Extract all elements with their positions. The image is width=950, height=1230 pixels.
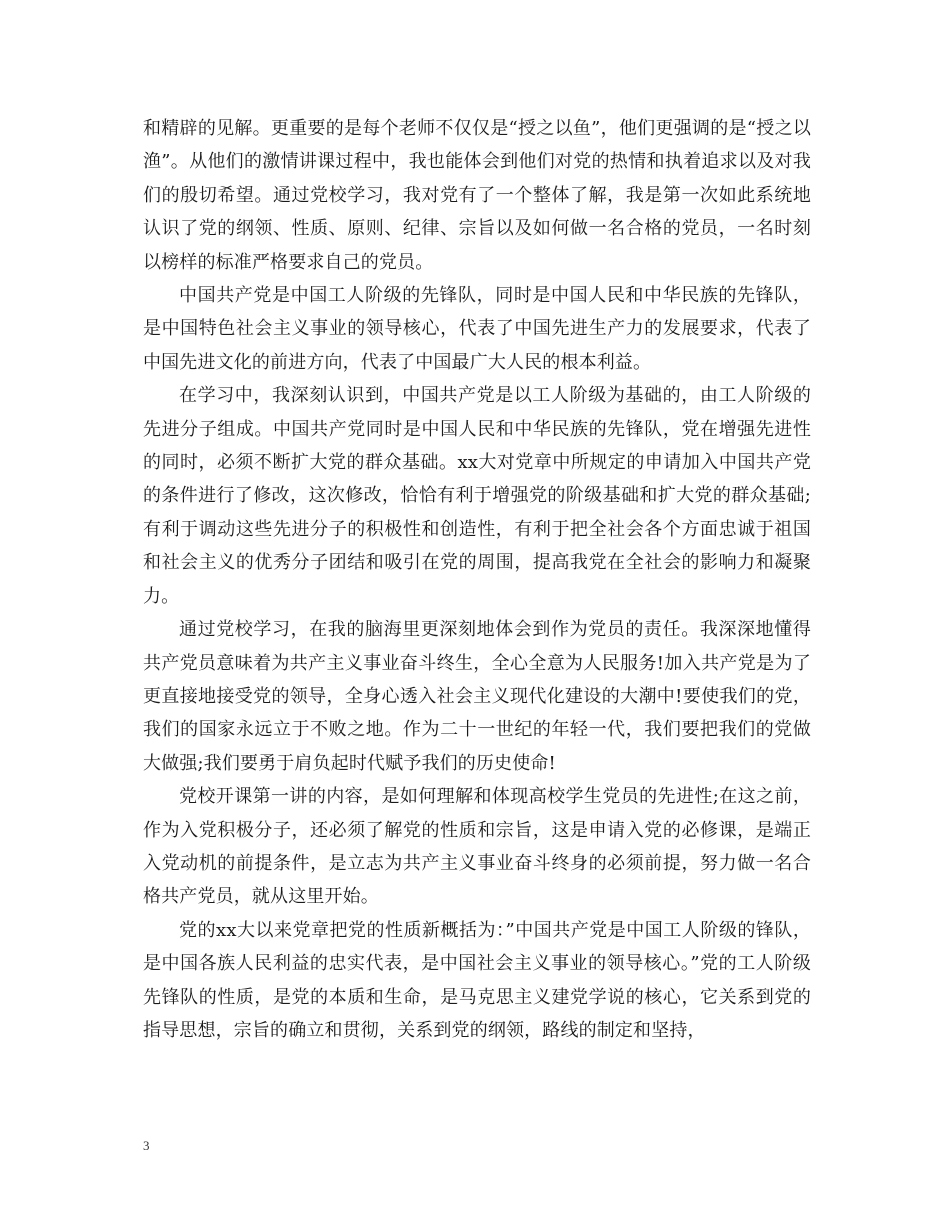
paragraph-continued: 和精辟的见解。更重要的是每个老师不仅仅是“授之以鱼”，他们更强调的是“授之以渔”。从他们的激情讲课过程中，我也能体会到他们对党的热情和执着追求以及对我们的殷切希望。通过党校学习，我对党有了一个整体了解，我是第一次如此系统地认识了党的纲领、性质、原则、纪律、宗旨以及如何做一名合格的党员，一名时刻以榜样的标准严格要求自己的党员。 (143, 118, 811, 273)
document-body (143, 112, 811, 1047)
paragraph: 中国共产党是中国工人阶级的先锋队，同时是中国人民和中华民族的先锋队，是中国特色社会主义事业的领导核心，代表了中国先进生产力的发展要求，代表了中国先进文化的前进方向，代表了中国最广大人民的根本利益。 (143, 285, 811, 373)
paragraph: 在学习中，我深刻认识到，中国共产党是以工人阶级为基础的，由工人阶级的先进分子组成。中国共产党同时是中国人民和中华民族的先锋队，党在增强先进性的同时，必须不断扩大党的群众基础。xx大对党章中所规定的申请加入中国共产党的条件进行了修改，这次修改，恰恰有利于增强党的阶级基础和扩大党的群众基础;有利于调动这些先进分子的积极性和创造性，有利于把全社会各个方面忠诚于祖国和社会主义的优秀分子团结和吸引在党的周围，提高我党在全社会的影响力和凝聚力。 (143, 385, 811, 607)
paragraph: 党校开课第一讲的内容，是如何理解和体现高校学生党员的先进性;在这之前，作为入党积极分子，还必须了解党的性质和宗旨，这是申请入党的必修课，是端正入党动机的前提条件，是立志为共产主义事业奋斗终身的必须前提，努力做一名合格共产党员，就从这里开始。 (143, 786, 811, 908)
paragraph: 党的xx大以来党章把党的性质新概括为：”中国共产党是中国工人阶级的锋队，是中国各族人民利益的忠实代表，是中国社会主义事业的领导核心。”党的工人阶级先锋队的性质，是党的本质和生命，是马克思主义建党学说的核心，它关系到党的指导思想，宗旨的确立和贯彻，关系到党的纲领，路线的制定和坚持， (143, 919, 811, 1041)
paragraph: 通过党校学习，在我的脑海里更深刻地体会到作为党员的责任。我深深地懂得共产党员意味着为共产主义事业奋斗终生，全心全意为人民服务!加入共产党是为了更直接地接受党的领导，全身心透入社会主义现代化建设的大潮中!要使我们的党，我们的国家永远立于不败之地。作为二十一世纪的年轻一代，我们要把我们的党做大做强;我们要勇于肩负起时代赋予我们的历史使命! (143, 619, 811, 774)
page-number: 3 (143, 1138, 150, 1153)
